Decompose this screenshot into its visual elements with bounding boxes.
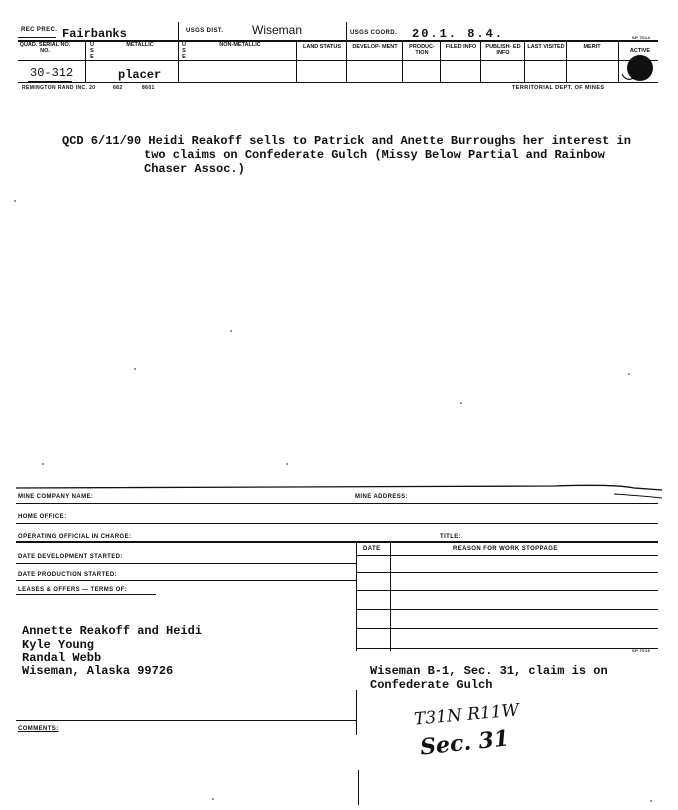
lessee-line-4: Wiseman, Alaska 99726 <box>22 664 174 678</box>
production-label: PRODUC- TION <box>409 44 435 56</box>
note-line-2: two claims on Confederate Gulch (Missy Below Partial and Rainbow <box>144 148 605 162</box>
usgs-coord-label: USGS COORD. <box>350 30 398 36</box>
rec-prec-value: Fairbanks <box>62 27 127 41</box>
printer-code-b: 8601 <box>142 85 155 91</box>
usgs-dist-value: Wiseman <box>252 23 303 37</box>
serial-value: 30-312 <box>30 66 74 80</box>
handwritten-section: Sec. 31 <box>418 725 511 761</box>
printer-note: REMINGTON RAND INC. 20 <box>22 85 96 91</box>
home-office-label: HOME OFFICE: <box>18 514 67 520</box>
last-visited-label: LAST VISITED <box>527 44 565 50</box>
printer-code-a: 682 <box>113 85 123 91</box>
leases-label: LEASES & OFFERS — TERMS OF: <box>18 587 128 593</box>
merit-label: MERIT <box>583 44 601 50</box>
reason-column-label: REASON FOR WORK STOPPAGE <box>453 546 558 552</box>
form-code-bottom: SP 7015 <box>632 648 651 653</box>
filed-info-label: FILED INFO <box>445 44 477 50</box>
location-line-2: Confederate Gulch <box>370 678 493 692</box>
note-line-1: QCD 6/11/90 Heidi Reakoff sells to Patrick and Anette Burroughs her interest in <box>62 134 631 148</box>
quad-serial-label: QUAD. SERIAL NO. NO. <box>19 42 71 54</box>
department-label: TERRITORIAL DEPT. OF MINES <box>512 85 605 91</box>
handwritten-township: T31N R11W <box>413 700 520 730</box>
mine-company-label: MINE COMPANY NAME: <box>18 494 94 500</box>
location-line-1: Wiseman B-1, Sec. 31, claim is on <box>370 664 608 678</box>
nonmetallic-label: NON-METALLIC <box>219 42 261 48</box>
metallic-value: placer <box>118 68 162 82</box>
comments-label: COMMENTS: <box>18 726 59 732</box>
mine-address-label: MINE ADDRESS: <box>355 494 408 500</box>
punch-hole-icon <box>616 52 656 86</box>
land-status-label: LAND STATUS <box>303 44 341 50</box>
prod-started-label: DATE PRODUCTION STARTED: <box>18 572 118 578</box>
usgs-dist-label: USGS DIST. <box>186 28 224 34</box>
published-info-label: PUBLISH- ED INFO <box>485 44 521 56</box>
operating-official-label: OPERATING OFFICIAL IN CHARGE: <box>18 534 132 540</box>
use-letters-b: U S E <box>182 42 186 60</box>
lessee-line-3: Randal Webb <box>22 651 102 665</box>
note-line-3: Chaser Assoc.) <box>144 162 245 176</box>
use-letters-a: U S E <box>90 42 94 60</box>
dev-started-label: DATE DEVELOPMENT STARTED: <box>18 554 123 560</box>
top-border-rule <box>14 478 664 500</box>
lessee-line-1: Annette Reakoff and Heidi <box>22 624 203 638</box>
metallic-label: METALLIC <box>126 42 154 48</box>
form-code-top: SP 7014 <box>632 35 651 40</box>
title-label: TITLE: <box>440 534 462 540</box>
rec-prec-label: REC PREC. <box>21 27 58 33</box>
active-label: ACTIVE <box>629 48 651 54</box>
date-column-label: DATE <box>363 546 381 552</box>
usgs-coord-value: 20.1. 8.4. <box>412 27 505 41</box>
development-label: DEVELOP- MENT <box>352 44 398 50</box>
lessee-line-2: Kyle Young <box>22 638 95 652</box>
